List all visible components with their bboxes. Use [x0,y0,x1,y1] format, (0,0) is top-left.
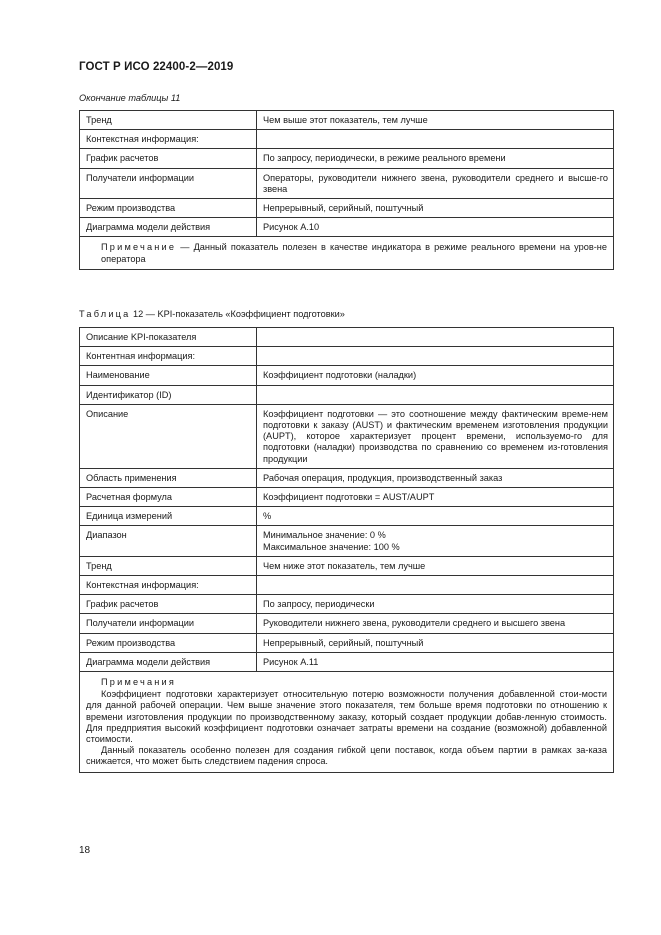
note-paragraph: Коэффициент подготовки характеризует относительную потерю возможности получения добавленной стои-мости для данной рабочей операции. Чем выше значение этого показателя, тем больше время подготовки по отношению к времени изготовления продукции по производственному заказу, который создает продукции добав-ленную стоимость. Для предприятия высокий коэффициент подготовки означает затраты времени на создание (возможной) добавленной стоимости. [86,689,607,745]
row-label: Наименование [80,366,257,385]
table-row [80,404,614,468]
row-value: Коэффициент подготовки = AUST/AUPT [257,488,614,507]
row-value [257,130,614,149]
table-12-caption-label: Таблица [79,309,131,319]
range-max: Максимальное значение: 100 % [263,541,400,552]
row-label: Тренд [80,556,257,575]
table-11 [79,110,614,270]
note-text: — Данный показатель полезен в качестве индикатора в режиме реального времени на уров-не оператора [101,242,607,264]
row-label: Описание [80,404,257,468]
row-value [257,328,614,347]
row-value: Коэффициент подготовки — это соотношение между фактическим време-нем подготовки к заказу (AUST) и фактическим временем изготовления продукции (AUPT), которое характеризует процент времени, используемо-го для подготовки (наладки) производства по сравнению со временем из-готовления продукции [257,404,614,468]
table-12-notes [80,672,614,773]
row-value [257,385,614,404]
table-row [80,328,614,347]
row-label: Диапазон [80,526,257,556]
row-label: Тренд [80,111,257,130]
table-row [80,218,614,237]
row-value [257,347,614,366]
row-label: Область применения [80,468,257,487]
table-row [80,556,614,575]
row-label: Получатели информации [80,614,257,633]
table-row [80,168,614,198]
row-value: Руководители нижнего звена, руководители среднего и высшего звена [257,614,614,633]
row-label: Контентная информация: [80,347,257,366]
table-11-note [80,237,614,269]
row-label: Идентификатор (ID) [80,385,257,404]
document-header: ГОСТ Р ИСО 22400-2—2019 [79,61,234,73]
table-row [80,595,614,614]
row-label: Диаграмма модели действия [80,652,257,671]
row-value: % [257,507,614,526]
table-row [80,576,614,595]
row-value: По запросу, периодически, в режиме реального времени [257,149,614,168]
page-number: 18 [79,845,91,856]
table-row [80,526,614,556]
row-value: Рабочая операция, продукция, производственный заказ [257,468,614,487]
row-label: Диаграмма модели действия [80,218,257,237]
table-row [80,614,614,633]
row-label: Описание KPI-показателя [80,328,257,347]
table-12-caption-text: 12 — KPI-показатель «Коэффициент подготовки» [130,309,345,319]
row-label: График расчетов [80,595,257,614]
table-row [80,111,614,130]
row-value: Коэффициент подготовки (наладки) [257,366,614,385]
table-row [80,507,614,526]
row-value: Непрерывный, серийный, поштучный [257,199,614,218]
table-row [80,366,614,385]
row-value: Рисунок А.11 [257,652,614,671]
row-value: Чем ниже этот показатель, тем лучше [257,556,614,575]
row-label: Единица измерений [80,507,257,526]
row-label: Контекстная информация: [80,576,257,595]
row-label: Расчетная формула [80,488,257,507]
row-value [257,576,614,595]
row-label: График расчетов [80,149,257,168]
note-row [80,237,614,269]
table-row [80,347,614,366]
notes-row [80,672,614,773]
row-value: Чем выше этот показатель, тем лучше [257,111,614,130]
notes-title: Примечания [101,677,177,688]
row-value: Непрерывный, серийный, поштучный [257,633,614,652]
table-row [80,199,614,218]
row-label: Режим производства [80,633,257,652]
row-label: Получатели информации [80,168,257,198]
range-min: Минимальное значение: 0 % [263,530,386,541]
table-row [80,149,614,168]
row-value: По запросу, периодически [257,595,614,614]
row-label: Режим производства [80,199,257,218]
note-paragraph: Данный показатель особенно полезен для создания гибкой цепи поставок, когда объем партии в рамках за-каза снижается, что может быть следствием падения спроса. [86,745,607,767]
table-row [80,468,614,487]
table-row [80,130,614,149]
table-12-caption [79,309,345,319]
note-label: Примечание [101,242,177,253]
table-11-caption: Окончание таблицы 11 [79,93,181,103]
row-value: Операторы, руководители нижнего звена, руководители среднего и высше-го звена [257,168,614,198]
table-row [80,652,614,671]
table-row [80,385,614,404]
row-value: Рисунок А.10 [257,218,614,237]
table-12 [79,327,614,773]
table-row [80,488,614,507]
table-row [80,633,614,652]
row-value [257,526,614,556]
row-label: Контекстная информация: [80,130,257,149]
